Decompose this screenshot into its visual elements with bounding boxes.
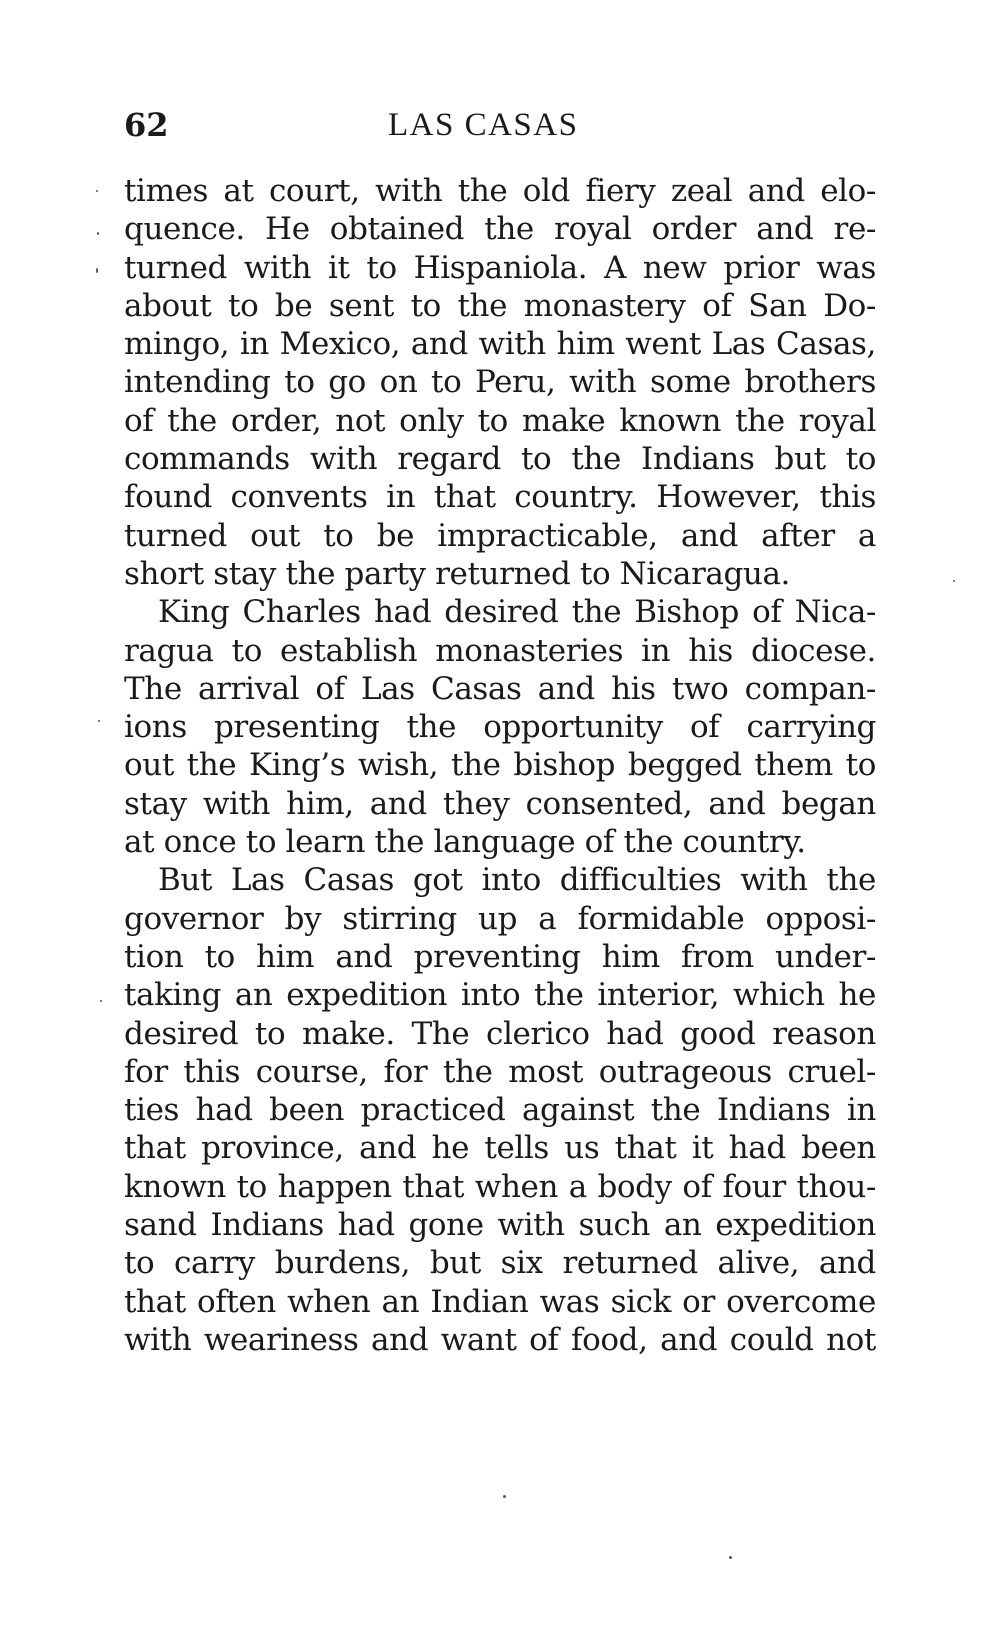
text-line: to carry burdens, but six returned alive, and [124,1245,876,1282]
scan-speck [729,1556,732,1559]
scan-speck [98,720,100,722]
text-line: turned with it to Hispaniola. A new prior was [124,249,876,286]
text-line: But Las Casas got into difficulties with the [158,862,876,899]
scan-speck [96,190,98,192]
text-line: turned out to be impracticable, and after a [124,517,876,554]
text-line: ions presenting the opportunity of carrying [124,709,876,746]
running-title: LAS CASAS [388,107,579,143]
text-line: stay with him, and they consented, and began [124,785,876,822]
text-line: short stay the party returned to Nicaragua. [124,555,790,592]
text-line: times at court, with the old fiery zeal and elo- [124,173,876,209]
text-line: tion to him and preventing him from under- [124,938,876,975]
text-line: ties had been practiced against the Indians in [124,1092,876,1129]
text-line: for this course, for the most outrageous cruel- [124,1053,876,1090]
text-line: The arrival of Las Casas and his two compan- [124,670,876,707]
text-line: King Charles had desired the Bishop of Nica- [158,594,876,631]
text-line: known to happen that when a body of four thou- [124,1168,876,1205]
text-line: found convents in that country. However, this [124,479,876,516]
text-line: of the order, not only to make known the royal [124,402,876,439]
body-text [124,172,876,1359]
text-line: commands with regard to the Indians but to [124,441,876,478]
text-line: governor by stirring up a formidable opposi- [124,900,876,937]
page-header [124,104,876,146]
page-number: 62 [124,106,169,144]
text-line: that often when an Indian was sick or overcome [124,1283,876,1320]
text-line: sand Indians had gone with such an expedition [124,1207,876,1244]
text-line: with weariness and want of food, and could not [124,1321,876,1358]
scan-speck [953,580,955,582]
text-line: out the King’s wish, the bishop begged them to [124,747,876,784]
text-line: mingo, in Mexico, and with him went Las Casas, [124,326,876,363]
scan-speck [100,1000,102,1002]
text-line: that province, and he tells us that it had been [124,1130,876,1167]
text-line: at once to learn the language of the country. [124,824,806,861]
scan-speck [503,1495,506,1498]
scan-speck [97,232,99,235]
text-line: intending to go on to Peru, with some brothers [124,364,876,401]
text-line: taking an expedition into the interior, which he [124,977,876,1014]
text-line: quence. He obtained the royal order and re- [124,211,876,248]
text-line: about to be sent to the monastery of San Do- [124,287,876,324]
text-line: ragua to establish monasteries in his diocese. [124,632,876,669]
scan-speck [96,268,98,273]
text-line: desired to make. The clerico had good reason [124,1015,876,1052]
